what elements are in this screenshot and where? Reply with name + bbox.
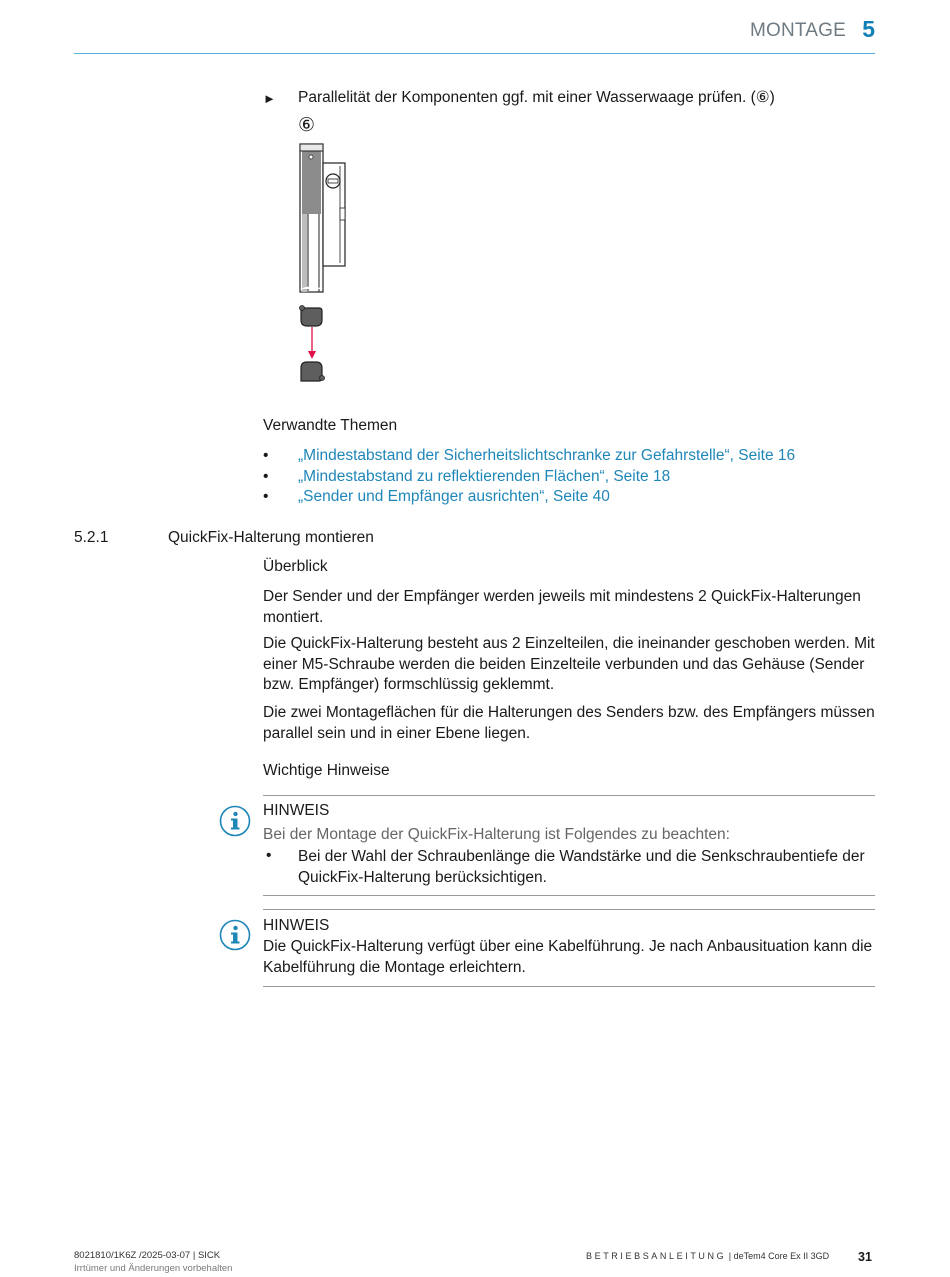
spirit-level-top xyxy=(300,306,323,327)
related-link[interactable]: „Mindestabstand zu reflektierenden Flächen“, Seite 18 xyxy=(298,467,671,485)
document-reference: 8021810/1K6Z /2025-03-07 | SICK xyxy=(74,1250,221,1261)
bullet: • xyxy=(263,488,269,505)
related-link[interactable]: „Sender und Empfänger ausrichten“, Seite 40 xyxy=(298,488,610,505)
bullet: • xyxy=(266,847,272,864)
bullet: • xyxy=(263,467,269,485)
disclaimer: Irrtümer und Änderungen vorbehalten xyxy=(74,1262,233,1274)
device-housing xyxy=(300,144,323,292)
info-icon xyxy=(219,919,251,951)
notice-divider xyxy=(263,986,875,987)
info-icon xyxy=(219,805,251,837)
notice-divider xyxy=(263,795,875,796)
paragraph: Die zwei Montageflächen für die Halterungen des Senders bzw. des Empfängers müssen parallel sein und in einer Ebene liegen. xyxy=(263,704,875,742)
notice-divider xyxy=(263,895,875,896)
document-type: BETRIEBSANLEITUNG xyxy=(586,1251,727,1261)
section-title: QuickFix-Halterung montieren xyxy=(168,529,374,546)
notice-title: HINWEIS xyxy=(263,802,330,819)
page-number: 31 xyxy=(858,1250,872,1264)
notice-text: Die QuickFix-Halterung verfügt über eine Kabelführung. Je nach Anbausituation kann die Kabelführung die Montage erleichtern. xyxy=(263,938,873,976)
step-marker: ► xyxy=(263,91,276,106)
notice-intro: Bei der Montage der QuickFix-Halterung ist Folgendes zu beachten: xyxy=(263,826,730,843)
chapter-title: MONTAGE xyxy=(749,20,846,41)
product-name: deTem4 Core Ex II 3GD xyxy=(733,1251,830,1261)
overview-heading: Überblick xyxy=(263,558,328,575)
footer-left xyxy=(74,1250,232,1275)
paragraph: Der Sender und der Empfänger werden jeweils mit mindestens 2 QuickFix-Halterungen montiert. xyxy=(263,588,861,626)
quickfix-level-illustration xyxy=(290,138,350,388)
important-notes-heading: Wichtige Hinweise xyxy=(263,762,390,779)
step-instruction: Parallelität der Komponenten ggf. mit einer Wasserwaage prüfen. (⑥) xyxy=(298,89,775,106)
paragraph: Die QuickFix-Halterung besteht aus 2 Einzelteilen, die ineinander geschoben werden. Mit einer M5-Schraube werden die beiden Einzelteile verbunden und das Gehäuse (Sender bzw. Empfänger) formschlüssig geklemmt. xyxy=(263,635,875,693)
notice-list-item: Bei der Wahl der Schraubenlänge die Wandstärke und die Senkschraubentiefe der QuickFix-Halterung berücksichtigen. xyxy=(298,848,865,886)
notice-divider xyxy=(263,909,875,910)
header-divider xyxy=(74,53,875,54)
chapter-number: 5 xyxy=(862,16,875,42)
spirit-level-bottom xyxy=(301,362,325,381)
related-link[interactable]: „Mindestabstand der Sicherheitslichtschranke zur Gefahrstelle“, Seite 16 xyxy=(298,447,796,464)
figure-label: ⑥ xyxy=(298,115,316,136)
footer-center xyxy=(586,1251,829,1261)
notice-title: HINWEIS xyxy=(263,917,330,934)
section-number: 5.2.1 xyxy=(74,529,109,546)
bullet: • xyxy=(263,447,269,464)
related-topics-heading: Verwandte Themen xyxy=(263,417,398,434)
footer-separator: | xyxy=(728,1251,732,1261)
bracket xyxy=(323,163,345,266)
